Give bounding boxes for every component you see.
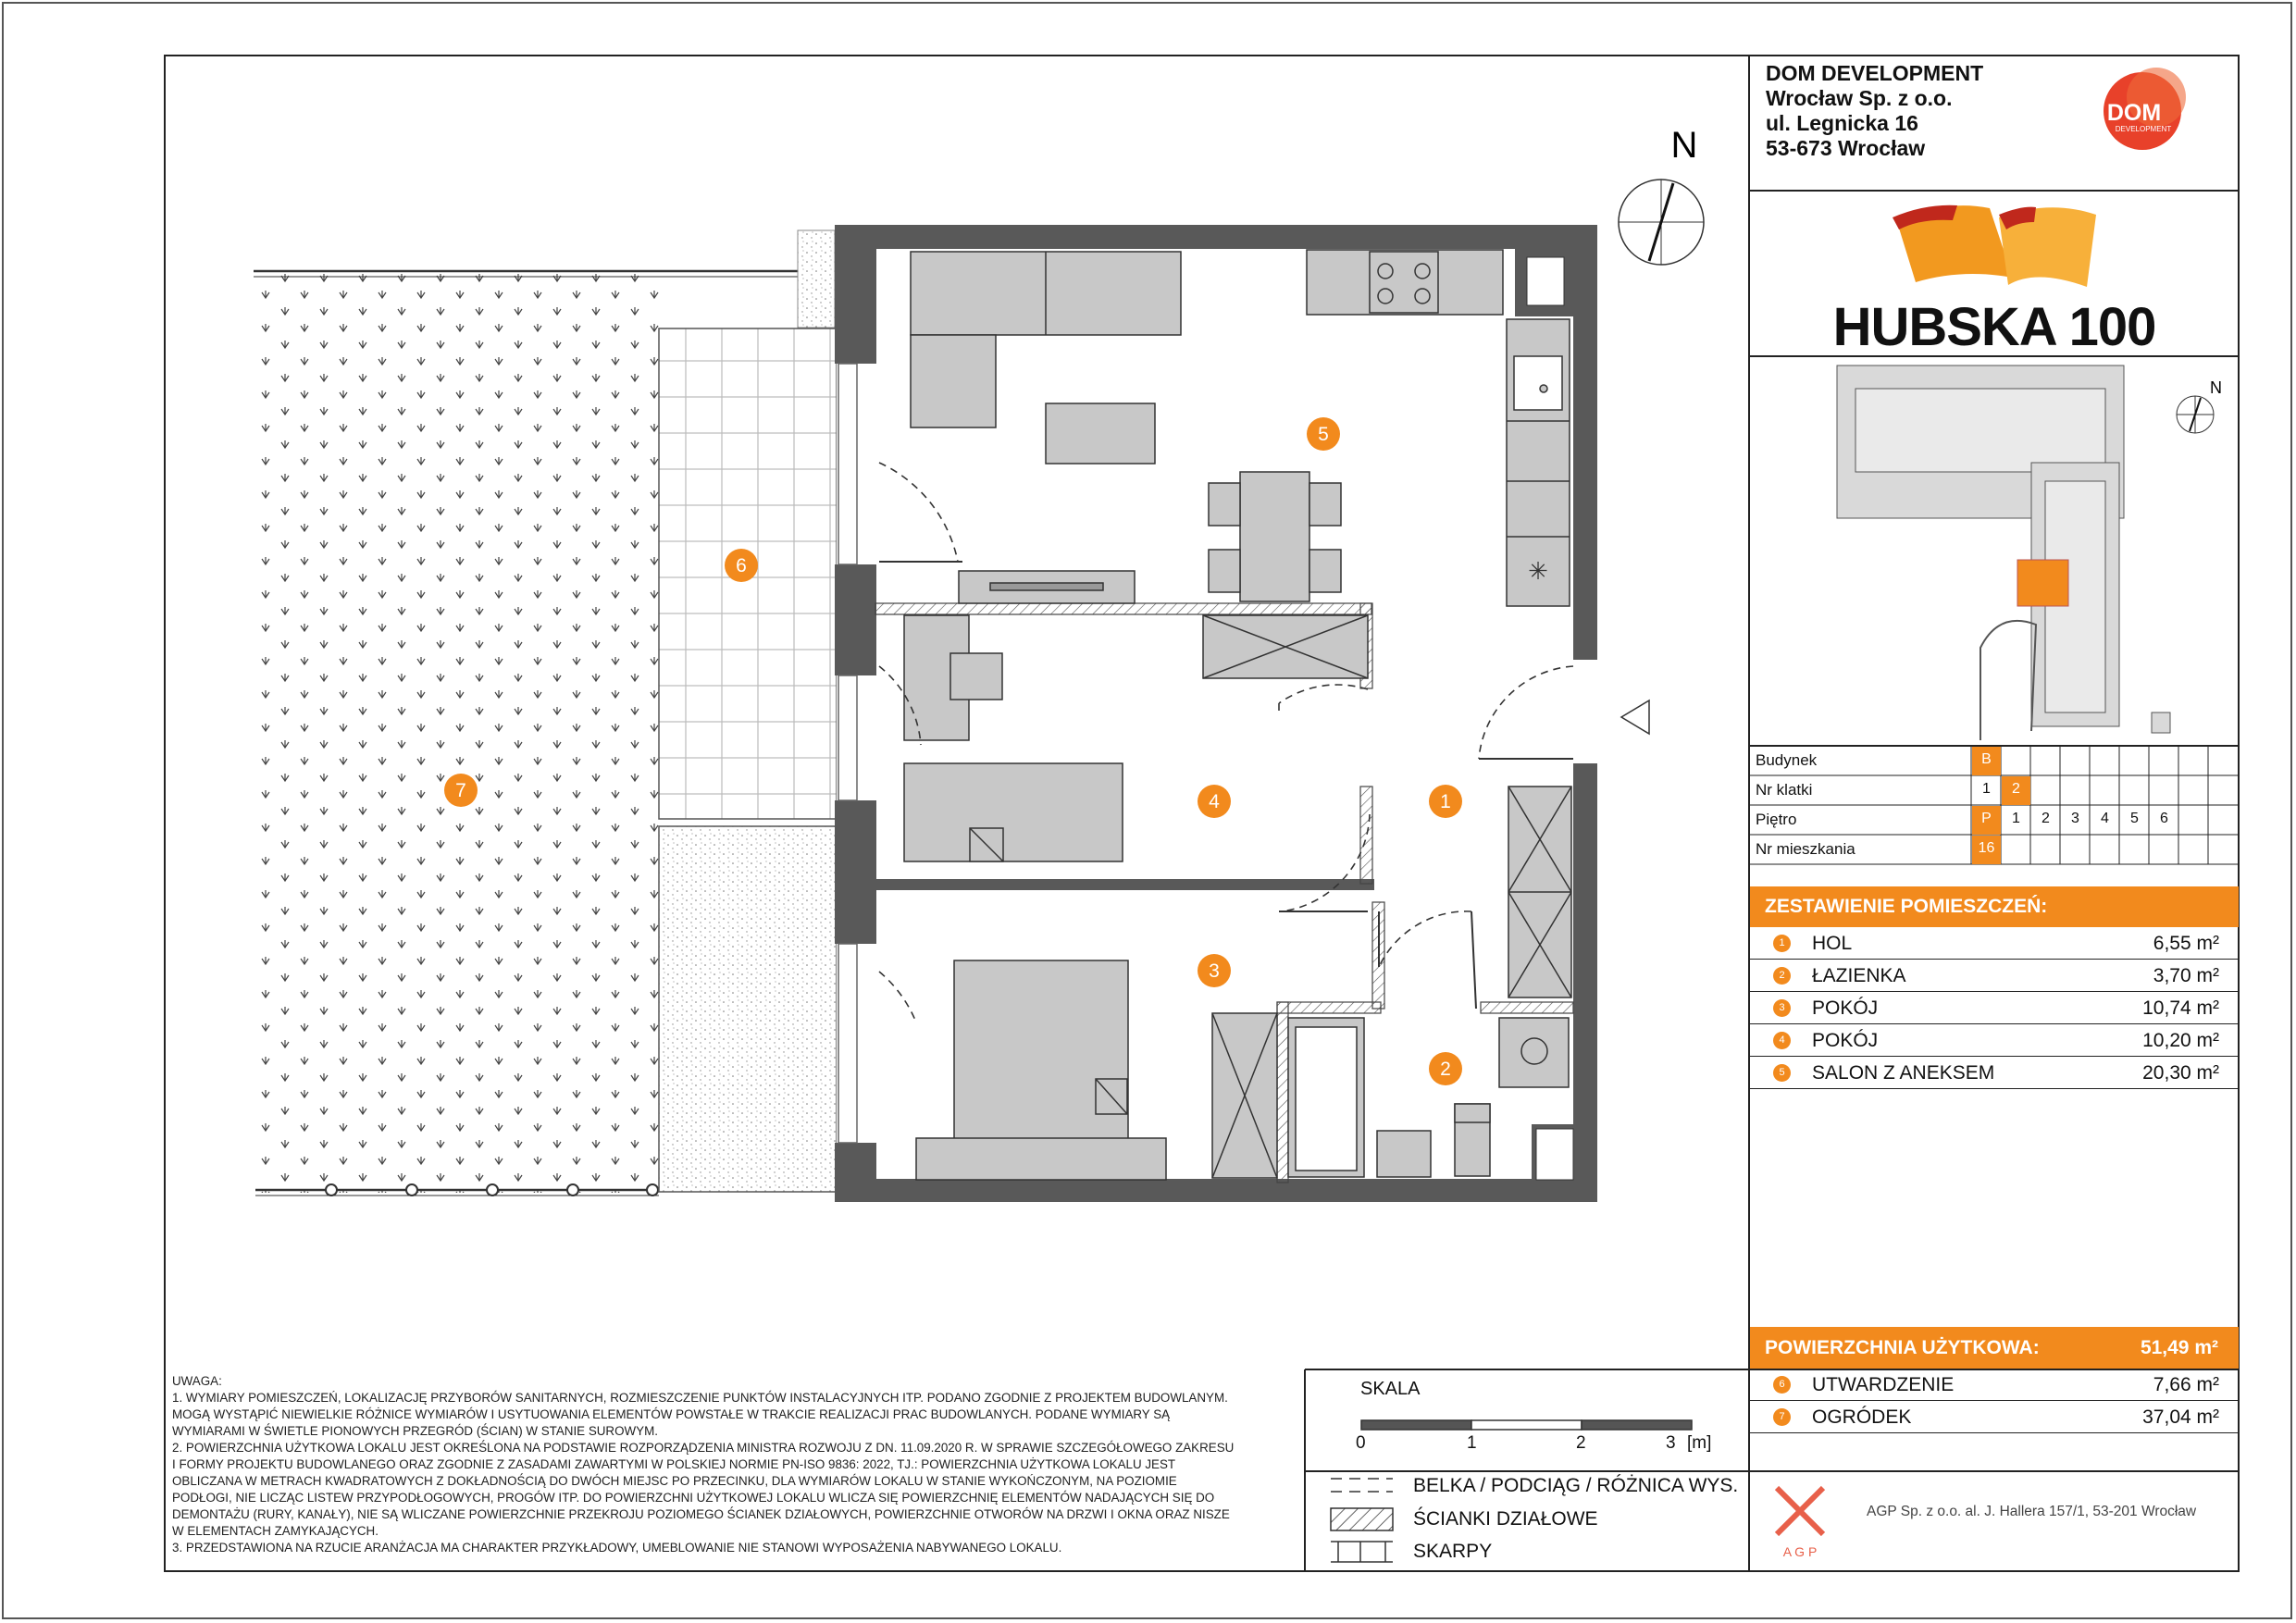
company-name: DOM DEVELOPMENT (1766, 61, 1984, 85)
room-badge-1: 1 (1440, 791, 1451, 812)
scale-tick: 3 (1666, 1433, 1676, 1453)
room-badge-6: 6 (736, 555, 747, 576)
room-area: 3,70 m² (2153, 965, 2219, 986)
usable-area-value: 51,49 m² (2140, 1337, 2218, 1358)
room-badge-7: 7 (455, 780, 466, 801)
room-badge-4: 4 (1209, 791, 1220, 812)
notes-line: MOGĄ WYSTĄPIĆ NIEWIELKIE RÓŻNICE WYMIARÓW I USYTUOWANIA ELEMENTÓW POWSTAŁE W TRAKCIE REALIZACJI PRAC BUDOWLANYCH. PODANE WYMIARY SĄ (172, 1407, 1171, 1421)
notes-line: W ELEMENTACH ZAMYKAJĄCYCH. (172, 1524, 379, 1538)
hatched-box-icon (1331, 1508, 1393, 1530)
room-name: POKÓJ (1812, 997, 1879, 1019)
meta-pietro-1: 1 (2012, 811, 2020, 826)
room-row (1749, 1058, 2240, 1089)
scale-tick: 2 (1576, 1433, 1586, 1453)
room-name: HOL (1812, 933, 1853, 954)
svg-text:DEVELOPMENT: DEVELOPMENT (2115, 125, 2172, 133)
extra-area: 7,66 m² (2153, 1374, 2219, 1395)
extra-area: 37,04 m² (2142, 1406, 2219, 1428)
scale-tick: 1 (1467, 1433, 1477, 1453)
film-strip-logo (1893, 205, 2096, 287)
meta-pietro-3: 3 (2071, 811, 2079, 826)
room-row (1749, 993, 2240, 1024)
notes-line: 3. PRZEDSTAWIONA NA RZUCIE ARANŻACJA MA CHARAKTER PRZYKŁADOWY, UMEBLOWANIE NIE STANOWI WYPOSAŻENIA NABYWANEGO LOKALU. (172, 1541, 1062, 1555)
room-badge-5: 5 (1318, 424, 1329, 445)
meta-mieszkanie-label: Nr mieszkania (1756, 840, 1855, 858)
room-name: POKÓJ (1812, 1030, 1879, 1051)
notes-line: DEMONTAŻU (RURY, KANAŁY), NIE SĄ WLICZANE POWIERZCHNIE PRZEKROJU POZIOMEGO ŚCIANEK DZIAŁOWYCH, POWIERZCHNIE OTWORÓW NA DRZWI I OKNA ORAZ NISZE (172, 1507, 1230, 1521)
svg-text:A G P: A G P (1782, 1544, 1818, 1559)
meta-pietro-p: P (1981, 811, 1992, 826)
usable-area-bar (1750, 1327, 2239, 1369)
company-address (1766, 61, 1983, 161)
dashed-lines-icon (1331, 1479, 1393, 1492)
site-plan-mini (1837, 365, 2170, 740)
notes-line: 2. POWIERZCHNIA UŻYTKOWA LOKALU JEST OKREŚLONA NA PODSTAWIE ROZPORZĄDZENIA MINISTRA ROZWOJU Z DN. 11.09.2020 R. W SPRAWIE SZCZEGÓŁOWEGO ZAKRESU (172, 1441, 1235, 1455)
room-area: 10,74 m² (2142, 997, 2219, 1019)
company-line4: 53-673 Wrocław (1766, 136, 1926, 160)
agp-address: AGP Sp. z o.o. al. J. Hallera 157/1, 53-201 Wrocław (1867, 1504, 2197, 1519)
company-line2: Wrocław Sp. z o.o. (1766, 86, 1953, 110)
room-name: SALON Z ANEKSEM (1812, 1062, 1995, 1084)
room-num: 5 (1773, 1064, 1791, 1082)
room-num: 1 (1773, 935, 1791, 952)
project-title: HUBSKA 100 (1832, 297, 2156, 357)
scale-unit: [m] (1687, 1433, 1712, 1453)
extra-row (1749, 1402, 2240, 1433)
extra-row (1749, 1369, 2240, 1401)
meta-budynek-label: Budynek (1756, 751, 1818, 769)
usable-area-label: POWIERZCHNIA UŻYTKOWA: (1765, 1337, 2040, 1358)
notes-line: OBLICZANA W METRACH KWADRATOWYCH Z DOKŁADNOŚCIĄ DO DWÓCH MIEJSC PO PRZECINKU, DLA WYMIARÓW LOKALU W STANIE WYKOŃCZONYM, NA POZIOMIE (172, 1474, 1177, 1488)
room-num: 2 (1773, 967, 1791, 985)
extractor-icon: ✳ (1528, 557, 1548, 585)
room-num: 4 (1773, 1032, 1791, 1049)
meta-klatka-1: 1 (1982, 781, 1991, 797)
room-name: ŁAZIENKA (1812, 965, 1906, 986)
room-badge-3: 3 (1209, 960, 1220, 982)
agp-logo (1777, 1488, 1823, 1534)
legend-beam-label: BELKA / PODCIĄG / RÓŻNICA WYS. (1413, 1475, 1739, 1496)
meta-pietro-4: 4 (2101, 811, 2109, 826)
room-area: 6,55 m² (2153, 933, 2219, 954)
room-row (1749, 960, 2240, 992)
notes-line: 1. WYMIARY POMIESZCZEŃ, LOKALIZACJĘ PRZYBORÓW SANITARNYCH, ROZMIESZCZENIE PUNKTÓW INSTALACYJNYCH ITP. PODANO ZGODNIE Z PROJEKTEM BUDOWLANYM. (172, 1391, 1228, 1405)
meta-pietro-label: Piętro (1756, 811, 1797, 828)
scale-tick: 0 (1356, 1433, 1366, 1453)
scale-bar (1361, 1420, 1692, 1430)
jamb-icon (1331, 1542, 1393, 1562)
room-area: 10,20 m² (2142, 1030, 2219, 1051)
scale-label: SKALA (1360, 1379, 1421, 1399)
notes-line: WYMIARAMI W ŚWIETLE PIONOWYCH PRZEGRÓD (ŚCIAN) W STANIE SUROWYM. (172, 1424, 658, 1438)
extra-num: 6 (1773, 1376, 1791, 1394)
meta-klatka-label: Nr klatki (1756, 781, 1813, 799)
room-area: 20,30 m² (2142, 1062, 2219, 1084)
mini-compass-icon (2177, 396, 2214, 433)
north-label: N (1670, 125, 1698, 166)
meta-budynek-value: B (1981, 751, 1992, 767)
meta-mieszkanie-value: 16 (1978, 840, 1995, 856)
notes-line: PODŁOGI, NIE LICZĄC LISTEW PRZYPODŁOGOWYCH, PROGÓW ITP. DO POWIERZCHNI UŻYTKOWEJ LOKALU WLICZA SIĘ POWIERZCHNIĘ ELEMENTÓW NADAJĄCYCH SIĘ DO (172, 1491, 1215, 1505)
legend-partition-label: ŚCIANKI DZIAŁOWE (1413, 1508, 1598, 1530)
notes-block (172, 1373, 1301, 1556)
room-badge-2: 2 (1440, 1059, 1451, 1080)
extra-name: OGRÓDEK (1812, 1406, 1912, 1428)
notes-line: I FORMY PROJEKTU BUDOWLANEGO ORAZ ZGODNIE Z ZASADAMI ZAWARTYMI W POLSKIEJ NORMIE PN-ISO 9836: 2022, TJ.: POWIERZCHNIA UŻYTKOWA LOKALU JEST (172, 1457, 1176, 1471)
dom-development-logo (2104, 68, 2186, 150)
extra-num: 7 (1773, 1408, 1791, 1426)
extra-name: UTWARDZENIE (1812, 1374, 1955, 1395)
rooms-header: ZESTAWIENIE POMIESZCZEŃ: (1750, 886, 2239, 927)
notes-title: UWAGA: (172, 1374, 222, 1388)
meta-klatka-2: 2 (2012, 781, 2020, 797)
room-row (1749, 1025, 2240, 1057)
mini-north-label: N (2210, 378, 2222, 397)
meta-pietro-6: 6 (2160, 811, 2168, 826)
meta-pietro-2: 2 (2042, 811, 2050, 826)
room-num: 3 (1773, 999, 1791, 1017)
room-row (1749, 928, 2240, 960)
meta-pietro-5: 5 (2130, 811, 2139, 826)
legend-jamb-label: SKARPY (1413, 1541, 1493, 1562)
svg-text:DOM: DOM (2106, 100, 2162, 126)
company-line3: ul. Legnicka 16 (1766, 111, 1918, 135)
